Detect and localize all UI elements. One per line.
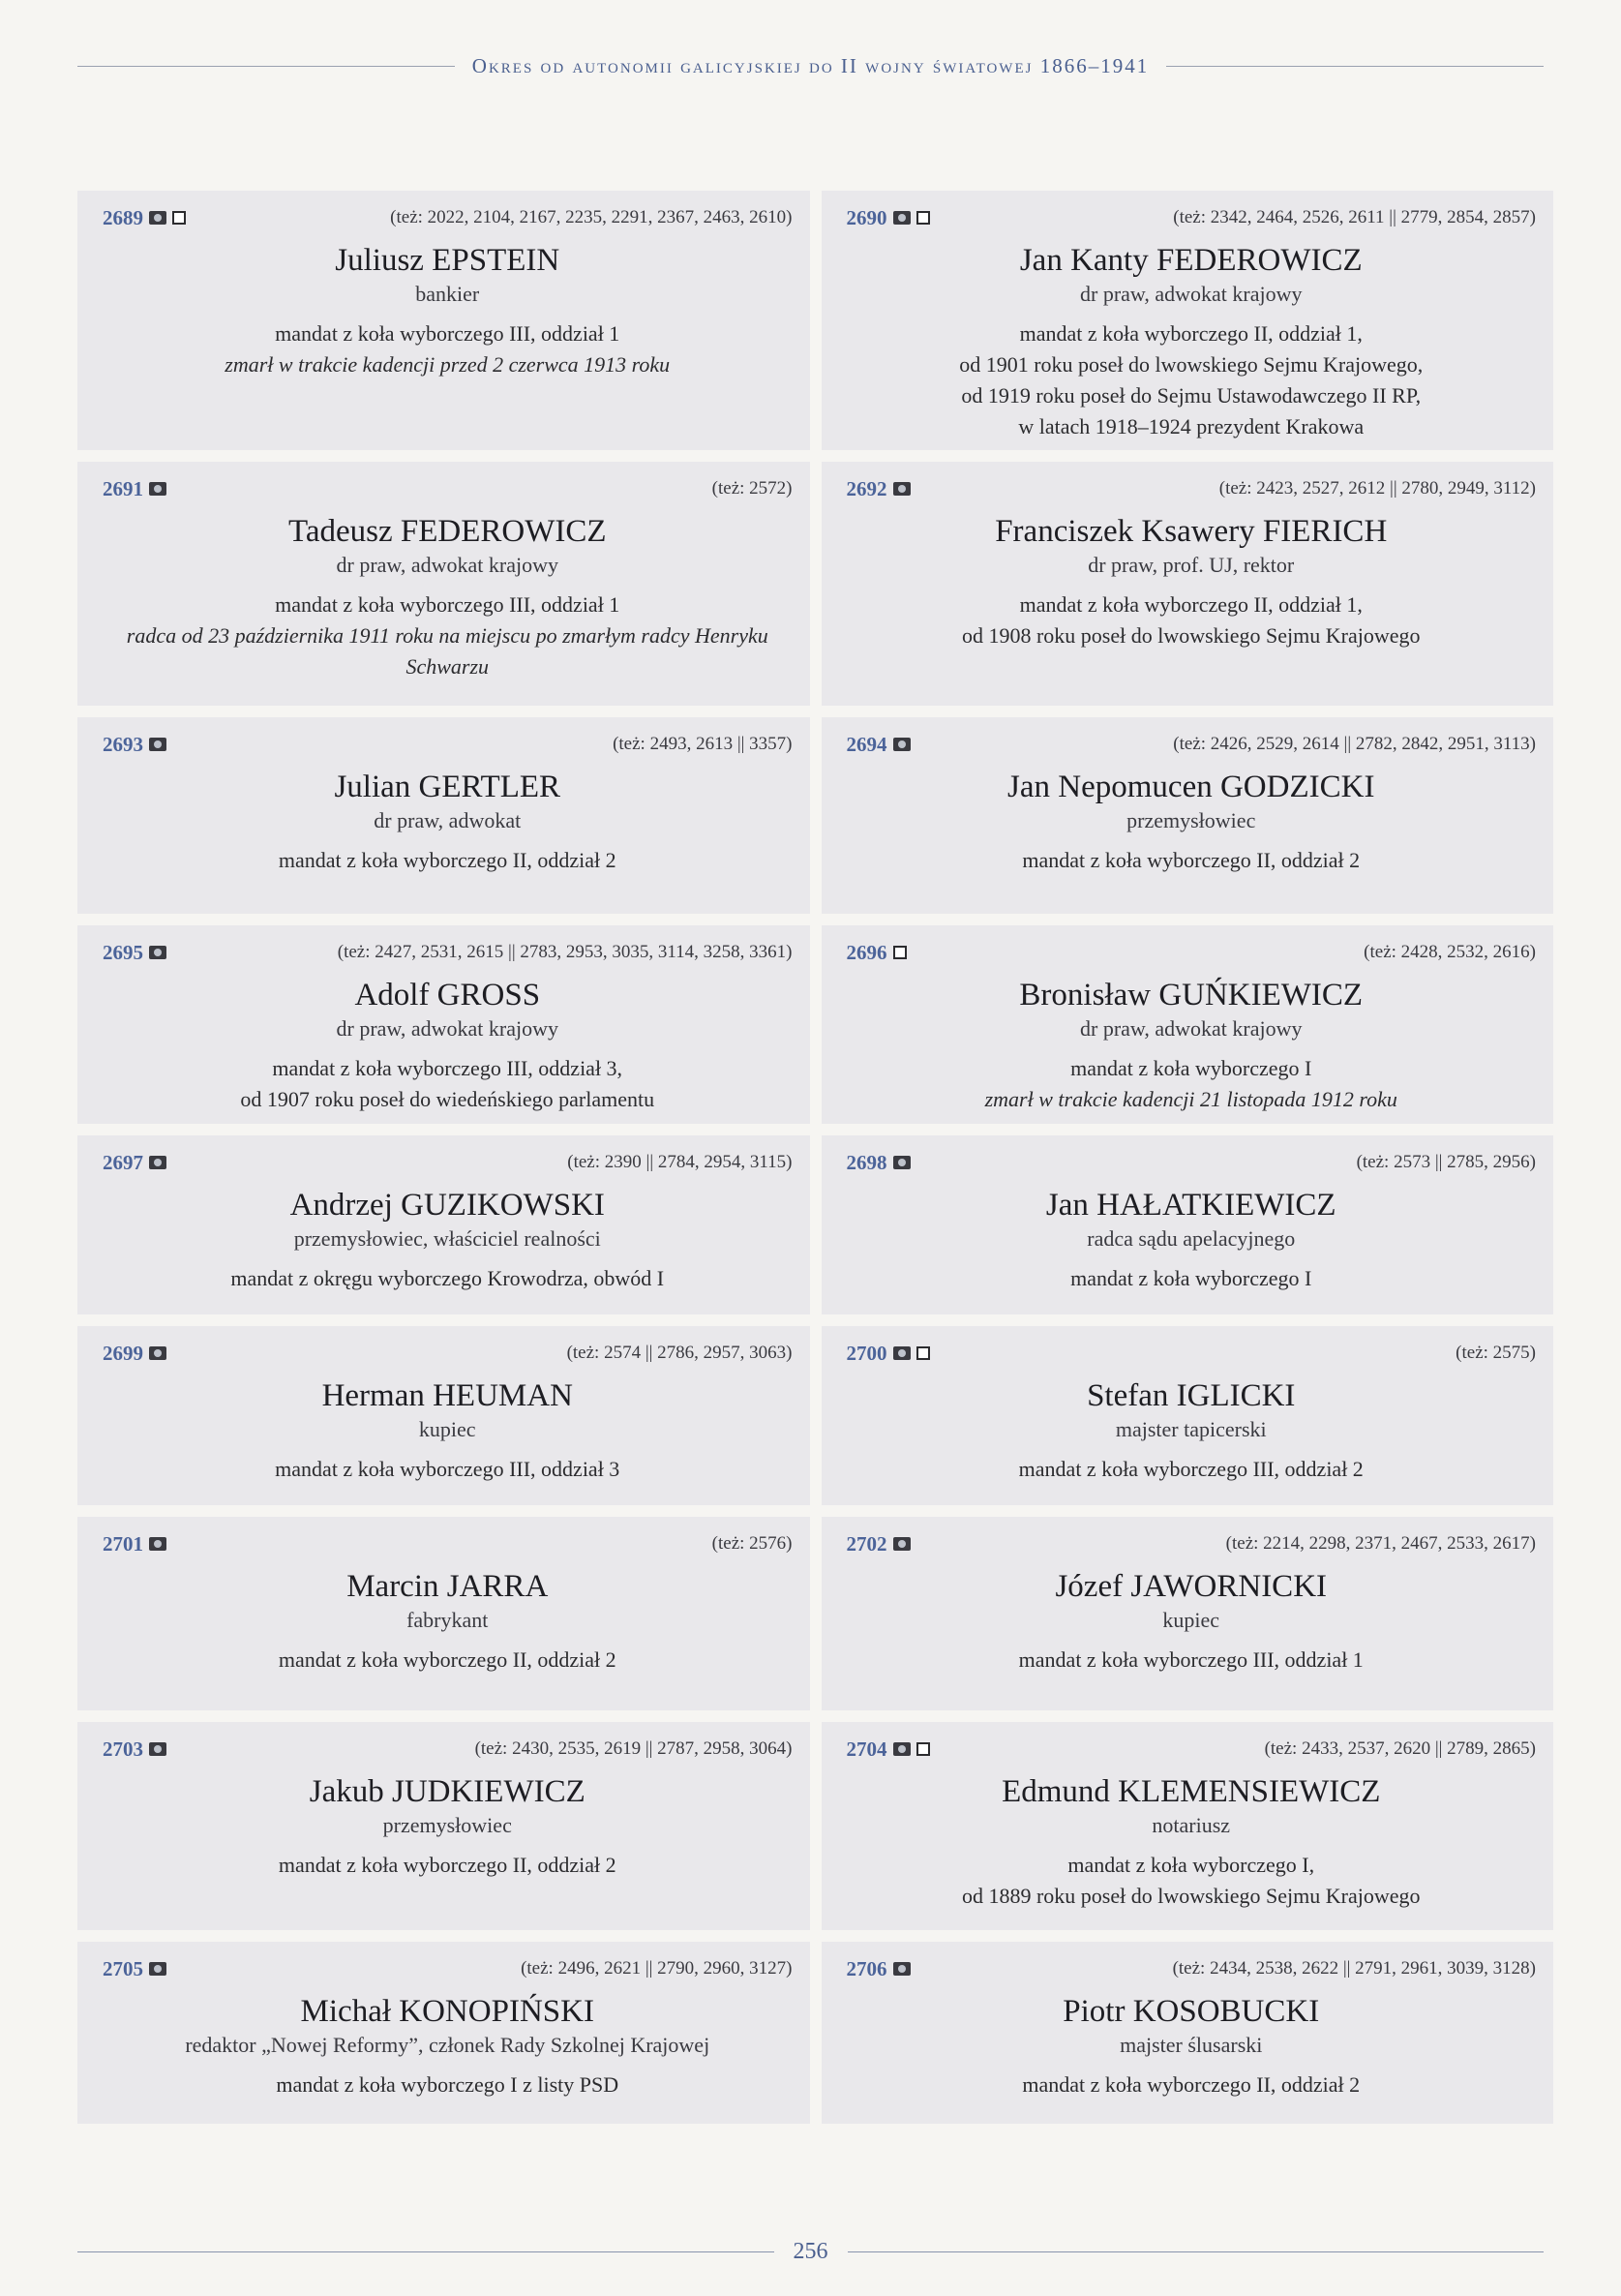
photo-icon bbox=[893, 1962, 911, 1976]
entry-details bbox=[847, 845, 1537, 876]
entry-cross-references: (też: 2576) bbox=[711, 1533, 793, 1554]
entry-detail-line: mandat z koła wyborczego II, oddział 2 bbox=[278, 848, 616, 873]
photo-icon bbox=[149, 738, 166, 751]
entry-details bbox=[103, 1850, 793, 1881]
entry-id-group bbox=[847, 941, 907, 965]
entry-card bbox=[77, 1942, 810, 2124]
entry-cross-references: (też: 2433, 2537, 2620 || 2789, 2865) bbox=[1264, 1738, 1536, 1759]
entry-header bbox=[847, 1951, 1537, 1986]
entry-number: 2697 bbox=[103, 1150, 143, 1174]
entry-details bbox=[847, 1263, 1537, 1294]
entry-card bbox=[822, 1722, 1554, 1930]
entry-detail-line: mandat z koła wyborczego III, oddział 3, bbox=[272, 1056, 623, 1081]
entry-details bbox=[103, 1454, 793, 1485]
photo-icon bbox=[149, 1537, 166, 1551]
photo-icon bbox=[149, 211, 166, 225]
entry-card bbox=[822, 1517, 1554, 1710]
entry-name: Edmund KLEMENSIEWICZ bbox=[1002, 1774, 1381, 1809]
entry-details bbox=[847, 1645, 1537, 1676]
entry-header bbox=[847, 1732, 1537, 1767]
entry-header bbox=[847, 935, 1537, 970]
entry-details bbox=[103, 1053, 793, 1115]
entry-number: 2689 bbox=[103, 205, 143, 229]
entry-card bbox=[822, 1326, 1554, 1505]
entry-id-group bbox=[103, 1532, 166, 1556]
entry-header bbox=[103, 1145, 793, 1180]
entry-card bbox=[77, 1517, 810, 1710]
entry-number: 2705 bbox=[103, 1956, 143, 1980]
entry-detail-line: od 1889 roku poseł do lwowskiego Sejmu Krajowego bbox=[961, 1884, 1421, 1909]
entry-card bbox=[822, 1942, 1554, 2124]
entry-name: Jan HAŁATKIEWICZ bbox=[1045, 1188, 1336, 1223]
entry-id-group bbox=[847, 1957, 911, 1981]
entry-detail-line: od 1907 roku poseł do wiedeńskiego parlamentu bbox=[240, 1087, 655, 1112]
footer-rule-left bbox=[77, 2251, 774, 2252]
entry-header bbox=[847, 1145, 1537, 1180]
entry-details bbox=[847, 589, 1537, 651]
entry-cross-references: (też: 2427, 2531, 2615 || 2783, 2953, 3035, 3114, 3258, 3361) bbox=[337, 942, 793, 962]
entry-details bbox=[847, 318, 1537, 442]
entry-occupation: dr praw, adwokat krajowy bbox=[1080, 282, 1303, 307]
entry-card bbox=[822, 462, 1554, 706]
entry-card bbox=[822, 925, 1554, 1124]
entry-name: Józef JAWORNICKI bbox=[1055, 1569, 1328, 1604]
entry-occupation: notariusz bbox=[1152, 1813, 1231, 1838]
entry-id-group bbox=[103, 941, 166, 965]
entry-card bbox=[822, 717, 1554, 914]
entry-details bbox=[847, 1454, 1537, 1485]
entry-details bbox=[847, 1850, 1537, 1912]
entry-cross-references: (też: 2573 || 2785, 2956) bbox=[1356, 1152, 1536, 1172]
entry-name: Jan Kanty FEDEROWICZ bbox=[1019, 243, 1363, 278]
entry-occupation: bankier bbox=[415, 282, 480, 307]
entry-detail-line: mandat z koła wyborczego II, oddział 1, bbox=[1019, 321, 1363, 347]
entry-details bbox=[103, 589, 793, 682]
entry-detail-line: mandat z koła wyborczego II, oddział 2 bbox=[1022, 2072, 1361, 2098]
entry-detail-line: mandat z koła wyborczego II, oddział 2 bbox=[278, 1853, 616, 1878]
entry-name: Jakub JUDKIEWICZ bbox=[309, 1774, 585, 1809]
entry-detail-line: mandat z koła wyborczego III, oddział 1 bbox=[275, 321, 620, 347]
entry-header bbox=[847, 1526, 1537, 1561]
entry-id-group bbox=[847, 1532, 911, 1556]
square-marker-icon bbox=[893, 946, 907, 959]
entry-details bbox=[847, 2069, 1537, 2100]
entry-number: 2694 bbox=[846, 732, 887, 756]
entry-occupation: majster ślusarski bbox=[1120, 2033, 1263, 2058]
entries-grid bbox=[77, 191, 1553, 2124]
square-marker-icon bbox=[916, 211, 930, 225]
entry-name: Julian GERTLER bbox=[334, 770, 561, 804]
photo-icon bbox=[149, 1346, 166, 1360]
entry-name: Adolf GROSS bbox=[354, 978, 541, 1012]
entry-number: 2706 bbox=[846, 1956, 887, 1980]
entry-card bbox=[77, 462, 810, 706]
entry-number: 2701 bbox=[103, 1531, 143, 1556]
entry-card bbox=[822, 1135, 1554, 1314]
entry-detail-line: mandat z koła wyborczego III, oddział 3 bbox=[275, 1457, 620, 1482]
entry-header bbox=[847, 471, 1537, 506]
entry-number: 2692 bbox=[846, 476, 887, 500]
photo-icon bbox=[893, 1156, 911, 1169]
entry-details bbox=[103, 1645, 793, 1676]
entry-occupation: kupiec bbox=[418, 1417, 476, 1442]
entry-detail-line: mandat z koła wyborczego III, oddział 2 bbox=[1018, 1457, 1364, 1482]
entry-id-group bbox=[103, 1737, 166, 1762]
entry-details bbox=[103, 318, 793, 380]
entry-details bbox=[847, 1053, 1537, 1115]
entry-occupation: dr praw, adwokat krajowy bbox=[1080, 1016, 1303, 1042]
entry-number: 2690 bbox=[846, 205, 887, 229]
entry-detail-line: mandat z koła wyborczego II, oddział 2 bbox=[278, 1647, 616, 1673]
entry-occupation: dr praw, adwokat bbox=[374, 808, 522, 833]
entry-id-group bbox=[847, 1342, 930, 1366]
entry-card bbox=[822, 191, 1554, 450]
entry-detail-line: mandat z koła wyborczego III, oddział 1 bbox=[275, 592, 620, 618]
entry-detail-line: mandat z koła wyborczego I bbox=[1070, 1266, 1312, 1291]
entry-cross-references: (też: 2022, 2104, 2167, 2235, 2291, 2367, 2463, 2610) bbox=[390, 207, 793, 227]
entry-id-group bbox=[847, 1737, 930, 1762]
page-number: 256 bbox=[793, 2238, 828, 2264]
entry-occupation: dr praw, prof. UJ, rektor bbox=[1088, 553, 1295, 578]
photo-icon bbox=[893, 482, 911, 496]
entry-id-group bbox=[103, 477, 166, 501]
entry-occupation: radca sądu apelacyjnego bbox=[1087, 1226, 1296, 1252]
entry-name: Stefan IGLICKI bbox=[1087, 1378, 1296, 1413]
entry-card bbox=[77, 191, 810, 450]
entry-number: 2703 bbox=[103, 1737, 143, 1761]
entry-detail-line: mandat z koła wyborczego II, oddział 1, bbox=[1019, 592, 1363, 618]
entry-cross-references: (też: 2423, 2527, 2612 || 2780, 2949, 3112) bbox=[1218, 478, 1536, 498]
entry-number: 2698 bbox=[846, 1150, 887, 1174]
photo-icon bbox=[149, 946, 166, 959]
entry-header bbox=[103, 1336, 793, 1371]
entry-note: radca od 23 października 1911 roku na miejscu po zmarłym radcy Henryku Schwarzu bbox=[126, 623, 768, 680]
square-marker-icon bbox=[916, 1742, 930, 1756]
entry-occupation: przemysłowiec bbox=[1126, 808, 1256, 833]
entry-name: Franciszek Ksawery FIERICH bbox=[995, 514, 1388, 549]
entry-number: 2704 bbox=[846, 1737, 887, 1761]
entry-header bbox=[847, 1336, 1537, 1371]
entry-name: Piotr KOSOBUCKI bbox=[1063, 1994, 1320, 2029]
photo-icon bbox=[893, 211, 911, 225]
photo-icon bbox=[893, 1346, 911, 1360]
entry-cross-references: (też: 2496, 2621 || 2790, 2960, 3127) bbox=[521, 1958, 793, 1979]
entry-card bbox=[77, 1722, 810, 1930]
entry-detail-line: mandat z koła wyborczego I bbox=[1070, 1056, 1312, 1081]
entry-id-group bbox=[847, 1151, 911, 1175]
entry-detail-line: od 1919 roku poseł do Sejmu Ustawodawczego II RP, bbox=[961, 383, 1422, 408]
photo-icon bbox=[893, 1742, 911, 1756]
entry-cross-references: (też: 2390 || 2784, 2954, 3115) bbox=[567, 1152, 793, 1172]
square-marker-icon bbox=[172, 211, 186, 225]
square-marker-icon bbox=[916, 1346, 930, 1360]
entry-header bbox=[103, 1732, 793, 1767]
entry-detail-line: mandat z okręgu wyborczego Krowodrza, obwód I bbox=[230, 1266, 665, 1291]
entry-number: 2700 bbox=[846, 1341, 887, 1365]
entry-id-group bbox=[103, 1957, 166, 1981]
running-head bbox=[77, 46, 1544, 85]
entry-cross-references: (też: 2214, 2298, 2371, 2467, 2533, 2617) bbox=[1225, 1533, 1536, 1554]
entry-detail-line: mandat z koła wyborczego III, oddział 1 bbox=[1018, 1647, 1364, 1673]
photo-icon bbox=[149, 1742, 166, 1756]
entry-name: Michał KONOPIŃSKI bbox=[300, 1994, 594, 2029]
entry-card bbox=[77, 1135, 810, 1314]
photo-icon bbox=[893, 738, 911, 751]
entry-card bbox=[77, 717, 810, 914]
photo-icon bbox=[149, 1156, 166, 1169]
entry-details bbox=[103, 1263, 793, 1294]
entry-number: 2702 bbox=[846, 1531, 887, 1556]
entry-cross-references: (też: 2430, 2535, 2619 || 2787, 2958, 3064) bbox=[474, 1738, 793, 1759]
entry-occupation: dr praw, adwokat krajowy bbox=[336, 553, 558, 578]
entry-header bbox=[103, 935, 793, 970]
entry-detail-line: od 1901 roku poseł do lwowskiego Sejmu Krajowego, bbox=[959, 352, 1424, 378]
entry-number: 2691 bbox=[103, 476, 143, 500]
entry-name: Jan Nepomucen GODZICKI bbox=[1007, 770, 1375, 804]
entry-header bbox=[847, 200, 1537, 235]
entry-number: 2695 bbox=[103, 940, 143, 964]
entry-number: 2699 bbox=[103, 1341, 143, 1365]
entry-note: zmarł w trakcie kadencji przed 2 czerwca 1913 roku bbox=[225, 352, 671, 378]
entry-occupation: redaktor „Nowej Reformy”, członek Rady Szkolnej Krajowej bbox=[185, 2033, 710, 2058]
entry-id-group bbox=[103, 1342, 166, 1366]
entry-id-group bbox=[103, 206, 186, 230]
entry-cross-references: (też: 2574 || 2786, 2957, 3063) bbox=[566, 1343, 793, 1363]
entry-detail-line: mandat z koła wyborczego II, oddział 2 bbox=[1022, 848, 1361, 873]
entry-header bbox=[847, 727, 1537, 762]
entry-cross-references: (też: 2426, 2529, 2614 || 2782, 2842, 2951, 3113) bbox=[1173, 734, 1536, 754]
photo-icon bbox=[149, 482, 166, 496]
header-rule-left bbox=[77, 66, 455, 67]
footer-rule-right bbox=[848, 2251, 1545, 2252]
photo-icon bbox=[893, 1537, 911, 1551]
entry-name: Marcin JARRA bbox=[346, 1569, 549, 1604]
entry-card bbox=[77, 1326, 810, 1505]
entry-id-group bbox=[847, 733, 911, 757]
entry-cross-references: (też: 2342, 2464, 2526, 2611 || 2779, 2854, 2857) bbox=[1173, 207, 1536, 227]
entry-header bbox=[103, 1526, 793, 1561]
entry-detail-line: mandat z koła wyborczego I, bbox=[1067, 1853, 1315, 1878]
entry-cross-references: (też: 2493, 2613 || 3357) bbox=[613, 734, 793, 754]
photo-icon bbox=[149, 1962, 166, 1976]
entry-id-group bbox=[847, 206, 930, 230]
header-title: Okres od autonomii galicyjskiej do II wojny światowej 1866–1941 bbox=[471, 53, 1150, 77]
entry-id-group bbox=[103, 733, 166, 757]
entry-occupation: przemysłowiec, właściciel realności bbox=[293, 1226, 601, 1252]
entry-name: Juliusz EPSTEIN bbox=[335, 243, 560, 278]
entry-detail-line: od 1908 roku poseł do lwowskiego Sejmu Krajowego bbox=[961, 623, 1421, 649]
entry-name: Tadeusz FEDEROWICZ bbox=[287, 514, 607, 549]
entry-details bbox=[103, 845, 793, 876]
entry-id-group bbox=[103, 1151, 166, 1175]
entry-occupation: majster tapicerski bbox=[1115, 1417, 1267, 1442]
entry-occupation: kupiec bbox=[1162, 1608, 1220, 1633]
entry-id-group bbox=[847, 477, 911, 501]
entry-name: Herman HEUMAN bbox=[321, 1378, 573, 1413]
entry-number: 2696 bbox=[846, 940, 887, 964]
header-rule-right bbox=[1166, 66, 1544, 67]
page-footer bbox=[77, 2232, 1544, 2271]
entry-header bbox=[103, 727, 793, 762]
entry-occupation: fabrykant bbox=[406, 1608, 489, 1633]
entry-details bbox=[103, 2069, 793, 2100]
entry-name: Bronisław GUŃKIEWICZ bbox=[1019, 978, 1364, 1012]
entry-detail-line: mandat z koła wyborczego I z listy PSD bbox=[276, 2072, 619, 2098]
entry-detail-line: w latach 1918–1924 prezydent Krakowa bbox=[1018, 413, 1365, 438]
entry-cross-references: (też: 2434, 2538, 2622 || 2791, 2961, 3039, 3128) bbox=[1172, 1958, 1536, 1979]
entry-header bbox=[103, 1951, 793, 1986]
entry-note: zmarł w trakcie kadencji 21 listopada 1912 roku bbox=[984, 1087, 1397, 1112]
entry-header bbox=[103, 471, 793, 506]
entry-occupation: dr praw, adwokat krajowy bbox=[336, 1016, 558, 1042]
entry-occupation: przemysłowiec bbox=[382, 1813, 512, 1838]
entry-number: 2693 bbox=[103, 732, 143, 756]
entry-name: Andrzej GUZIKOWSKI bbox=[289, 1188, 605, 1223]
entry-cross-references: (też: 2572) bbox=[711, 478, 793, 498]
entry-cross-references: (też: 2575) bbox=[1456, 1343, 1536, 1363]
entry-card bbox=[77, 925, 810, 1124]
entry-cross-references: (też: 2428, 2532, 2616) bbox=[1364, 942, 1536, 962]
entry-header bbox=[103, 200, 793, 235]
